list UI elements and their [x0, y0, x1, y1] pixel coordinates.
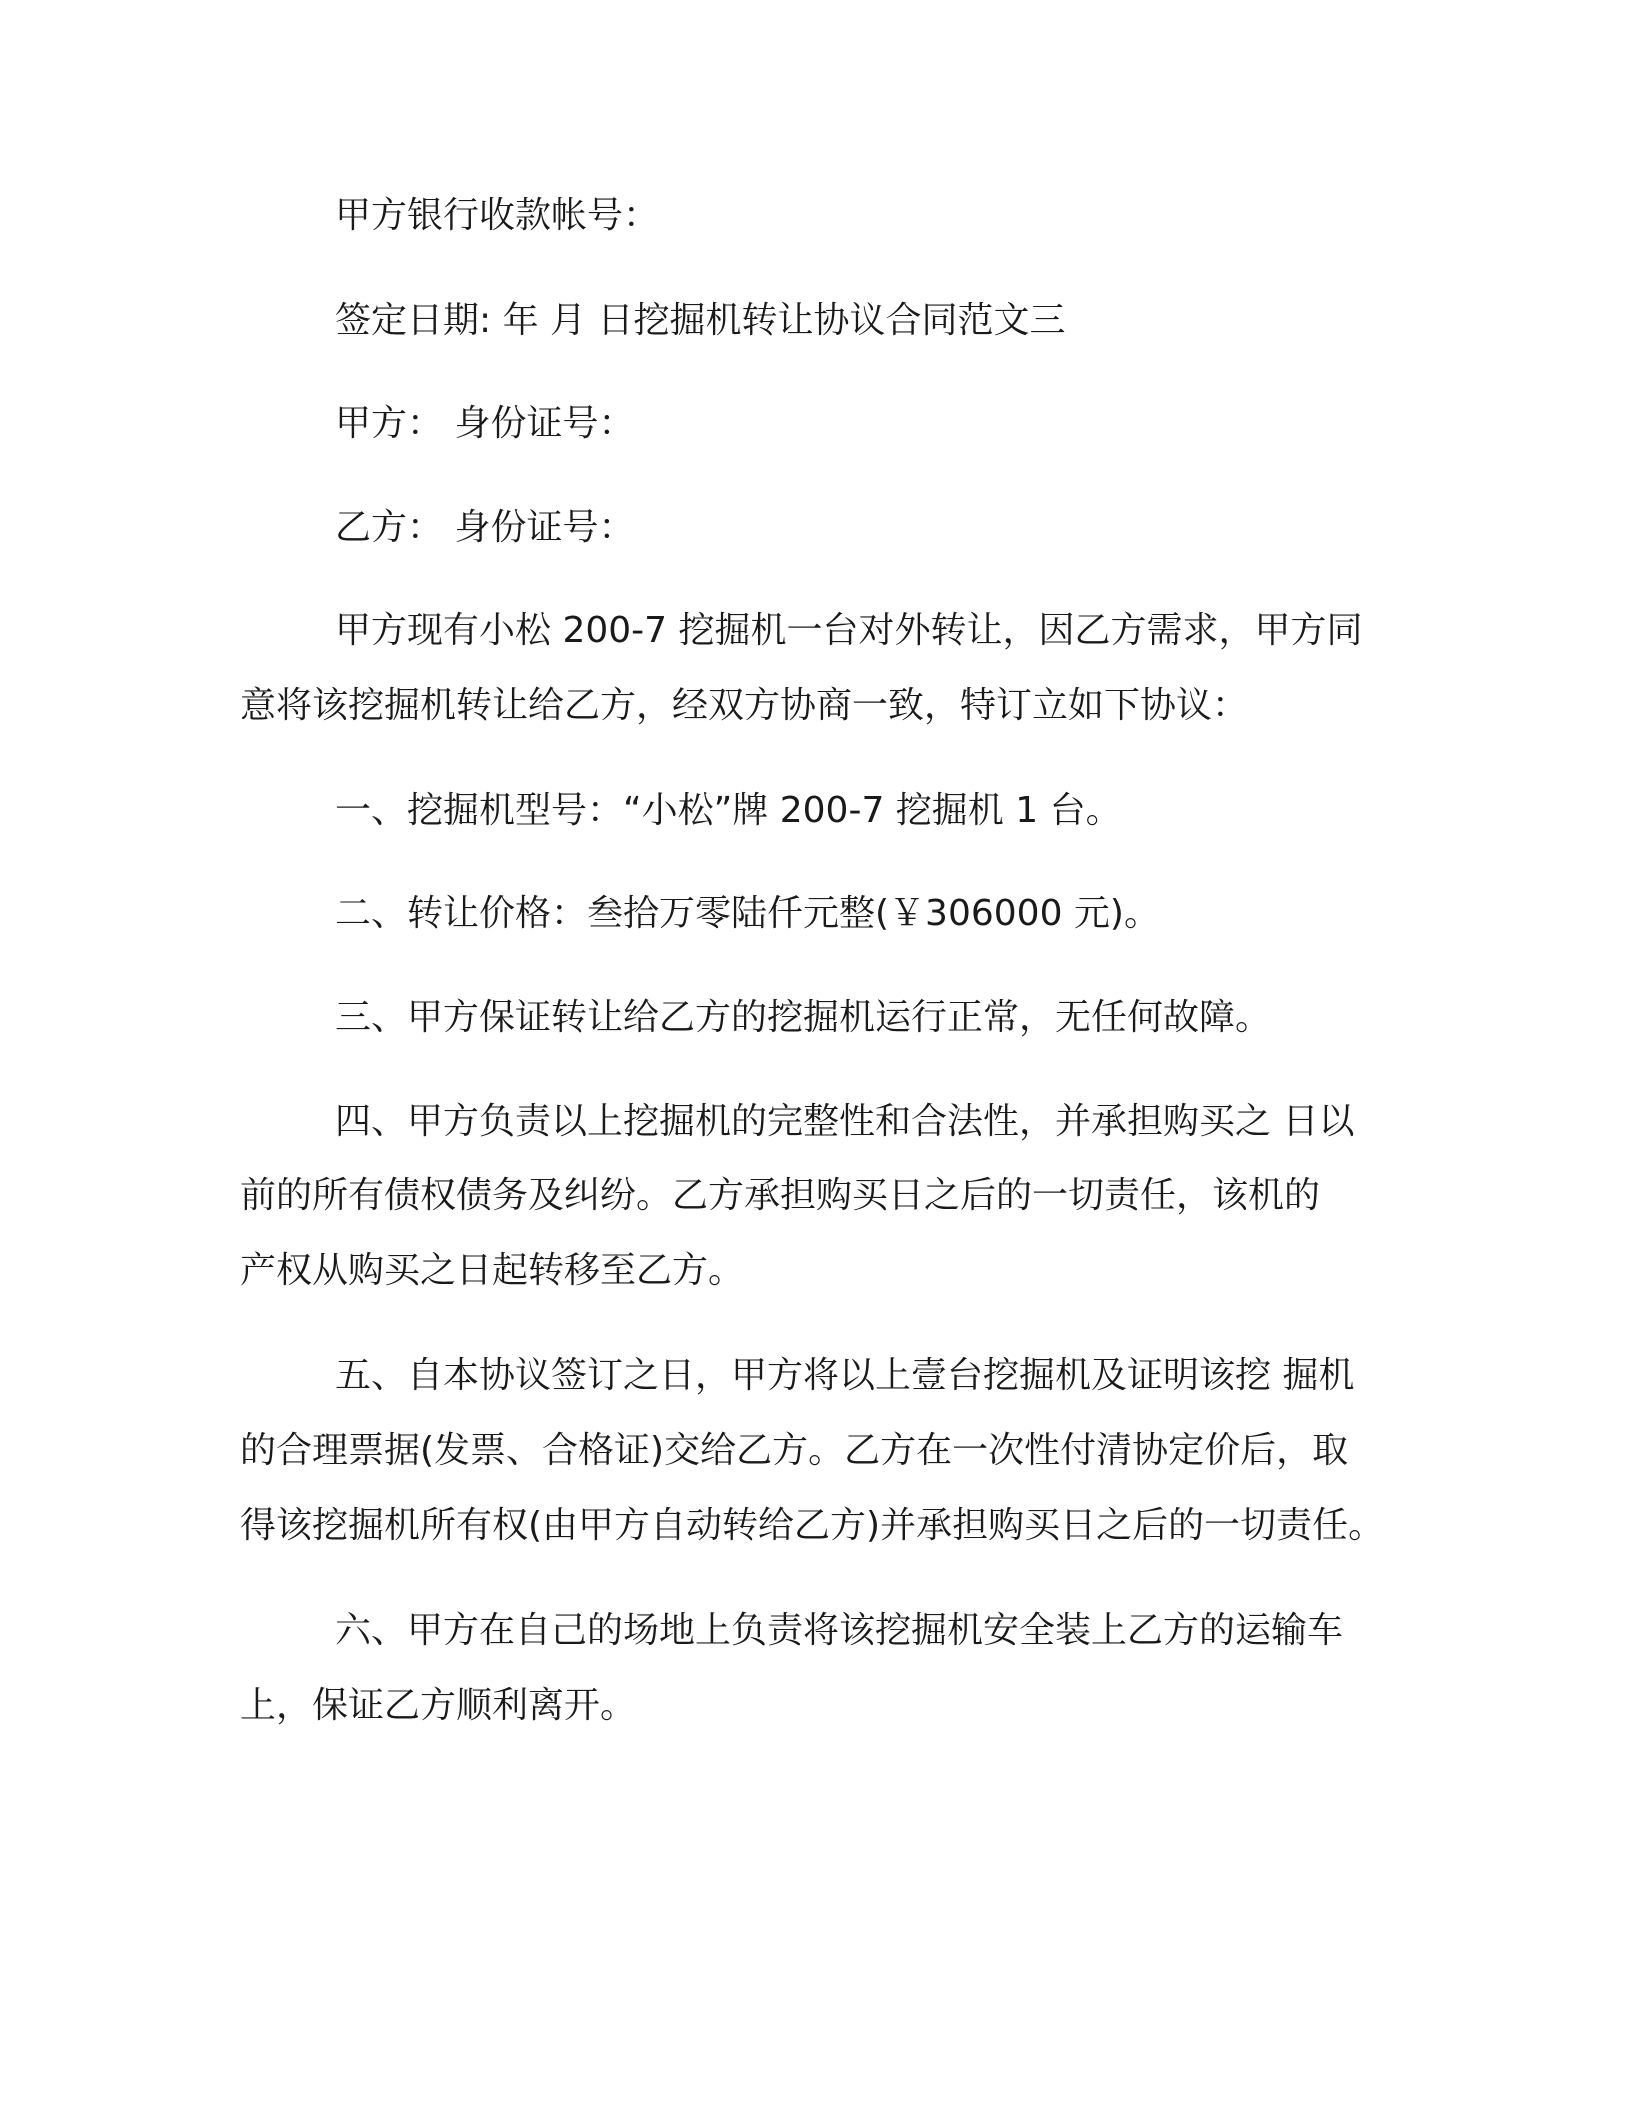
party-b-id-line: 乙方： 身份证号： — [335, 507, 635, 548]
clause-4-line: 前的所有债权债务及纠纷。乙方承担购买日之后的一切责任，该机的 — [240, 1175, 1321, 1216]
clause-2-line: 二、转让价格：叁拾万零陆仟元整(￥306000 元)。 — [335, 893, 1160, 934]
clause-4-line: 四、甲方负责以上挖掘机的完整性和合法性，并承担购买之 日以 — [335, 1101, 1355, 1142]
party-a-id-line: 甲方： 身份证号： — [335, 403, 635, 444]
clause-5-line: 五、自本协议签订之日，甲方将以上壹台挖掘机及证明该挖 掘机 — [335, 1355, 1355, 1396]
intro-paragraph-line: 甲方现有小松 200-7 挖掘机一台对外转让，因乙方需求，甲方同 — [335, 610, 1363, 651]
clause-4-line: 产权从购买之日起转移至乙方。 — [240, 1250, 745, 1291]
clause-5-line: 的合理票据(发票、合格证)交给乙方。乙方在一次性付清协定价后，取 — [240, 1430, 1349, 1471]
intro-paragraph-line: 意将该挖掘机转让给乙方，经双方协商一致，特订立如下协议： — [240, 685, 1249, 726]
clause-1-line: 一、挖掘机型号：“小松”牌 200-7 挖掘机 1 台。 — [335, 790, 1122, 831]
clause-6-line: 上，保证乙方顺利离开。 — [240, 1685, 637, 1726]
signing-date-line: 签定日期: 年 月 日挖掘机转让协议合同范文三 — [335, 300, 1066, 341]
clause-5-line: 得该挖掘机所有权(由甲方自动转给乙方)并承担购买日之后的一切责任。 — [240, 1505, 1385, 1546]
bank-account-line: 甲方银行收款帐号： — [335, 195, 660, 236]
clause-6-line: 六、甲方在自己的场地上负责将该挖掘机安全装上乙方的运输车 — [335, 1610, 1344, 1651]
clause-3-line: 三、甲方保证转让给乙方的挖掘机运行正常，无任何故障。 — [335, 997, 1272, 1038]
